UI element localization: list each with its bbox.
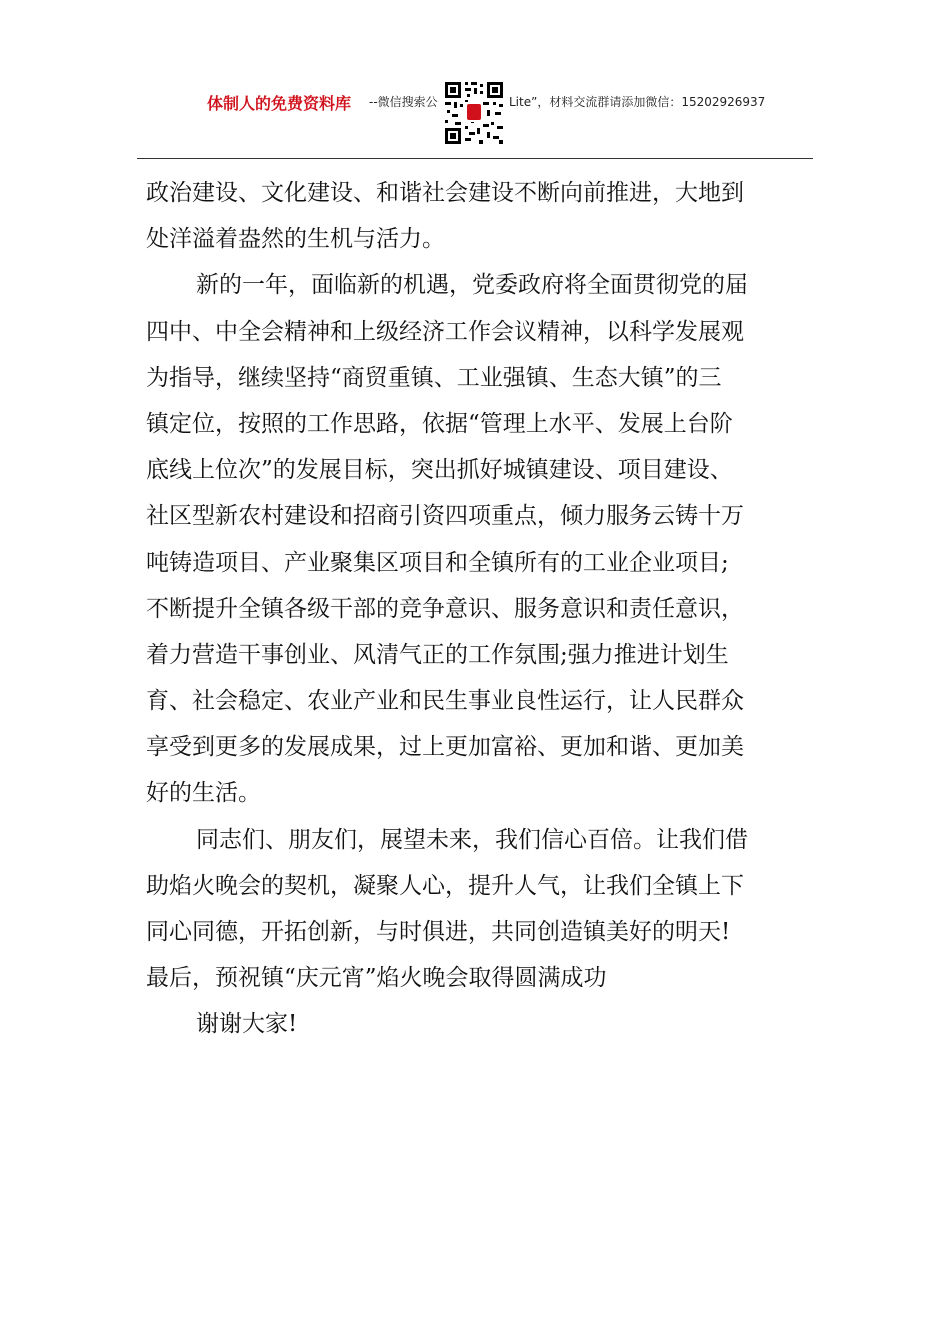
header-search-hint: --微信搜索公: [369, 95, 438, 109]
paragraph-line: 四中、中全会精神和上级经济工作会议精神，以科学发展观: [146, 318, 744, 345]
qr-code-icon: [443, 80, 505, 146]
paragraph-line: 政治建设、文化建设、和谐社会建设不断向前推进，大地到: [146, 180, 744, 206]
paragraph-line: 底线上位次”的发展目标，突出抓好城镇建设、项目建设、: [146, 457, 733, 484]
paragraph-line: 吨铸造项目、产业聚集区项目和全镇所有的工业企业项目;: [146, 549, 729, 576]
paragraph-line: 育、社会稳定、农业产业和民生事业良性运行，让人民群众: [146, 688, 744, 715]
paragraph-line: 新的一年，面临新的机遇，党委政府将全面贯彻党的届: [196, 272, 748, 299]
paragraph-line: 同志们、朋友们，展望未来，我们信心百倍。让我们借: [196, 826, 748, 853]
header-divider: [137, 158, 813, 159]
paragraph: [146, 1001, 806, 1047]
paragraph-line: 同心同德，开拓创新，与时俱进，共同创造镇美好的明天!: [146, 919, 731, 945]
paragraph: [146, 817, 806, 1002]
paragraph-line: 社区型新农村建设和招商引资四项重点，倾力服务云铸十万: [146, 503, 744, 530]
document-body: [146, 170, 806, 1048]
paragraph-line: 享受到更多的发展成果，过上更加富裕、更加和谐、更加美: [146, 734, 744, 761]
paragraph-line: 助焰火晚会的契机，凝聚人心，提升人气，让我们全镇上下: [146, 872, 744, 899]
paragraph-line: 谢谢大家!: [196, 1011, 298, 1038]
document-header: [137, 80, 813, 152]
paragraph-line: 处洋溢着盎然的生机与活力。: [146, 226, 445, 253]
paragraph-line: 着力营造干事创业、风清气正的工作氛围;强力推进计划生: [146, 641, 729, 668]
paragraph-line: 为指导，继续坚持“商贸重镇、工业强镇、生态大镇”的三: [146, 364, 722, 391]
header-contact-text: Lite”，材料交流群请添加微信：15202926937: [509, 95, 766, 109]
paragraph-line: 最后，预祝镇“庆元宵”焰火晚会取得圆满成功: [146, 965, 607, 992]
paragraph-line: 不断提升全镇各级干部的竞争意识、服务意识和责任意识，: [146, 595, 744, 622]
paragraph: [146, 170, 806, 262]
paragraph-line: 镇定位，按照的工作思路，依据“管理上水平、发展上台阶: [146, 410, 733, 437]
paragraph-line: 好的生活。: [146, 780, 261, 807]
brand-title: 体制人的免费资料库: [207, 94, 352, 113]
paragraph: [146, 262, 806, 816]
